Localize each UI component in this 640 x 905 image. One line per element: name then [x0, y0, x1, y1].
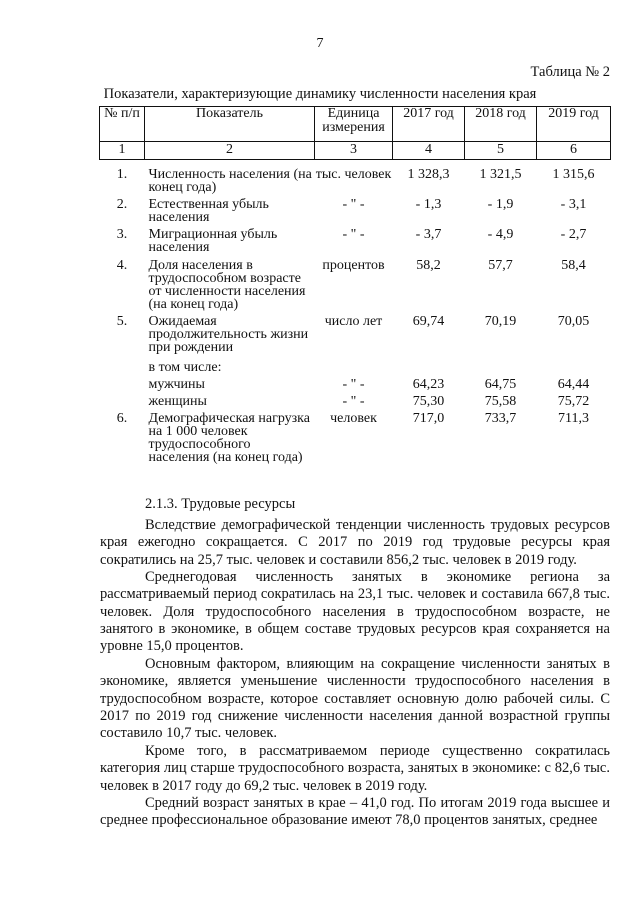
paragraph: Вследствие демографической тенденции численность трудовых ресурсов края ежегодно сокращается. С 2017 по 2019 год трудовые ресурсы края сократились на 25,7 тыс. человек и составили 856,2 тыс. человек в 2019 году. — [100, 517, 610, 568]
table-row — [100, 198, 611, 228]
value-2017: 69,74 — [412, 314, 445, 329]
row-number: 1. — [116, 167, 128, 182]
header-cell: 2018 год — [465, 107, 537, 142]
value-2017: - 3,7 — [415, 227, 442, 242]
header-cell: Показатель — [145, 107, 315, 142]
unit-of-measure: - " - — [342, 227, 365, 242]
table-row — [100, 361, 611, 378]
value-2017 — [393, 361, 465, 378]
table-caption: Показатели, характеризующие динамику численности населения края — [103, 86, 537, 102]
value-2018: 733,7 — [484, 411, 517, 426]
column-number: 6 — [537, 142, 611, 160]
value-2018: 64,75 — [484, 377, 517, 392]
unit-of-measure: - " - — [342, 377, 365, 392]
column-number: 3 — [315, 142, 393, 160]
value-2018: 75,58 — [484, 394, 517, 409]
unit-of-measure: - " - — [342, 197, 365, 212]
value-2017: 64,23 — [412, 377, 445, 392]
unit-of-measure: процентов — [322, 258, 385, 273]
indicator-name: Численность населения (на конец года) — [148, 167, 312, 195]
population-table — [99, 106, 611, 464]
row-number: 6. — [116, 411, 128, 426]
table-label: Таблица № 2 — [530, 64, 610, 80]
table-row — [100, 259, 611, 315]
value-2019: 711,3 — [558, 411, 589, 426]
unit-of-measure — [315, 361, 393, 378]
indicator-name: мужчины — [148, 377, 205, 392]
value-2019: 75,72 — [557, 394, 590, 409]
value-2017: 58,2 — [416, 258, 441, 273]
table-row — [100, 412, 611, 464]
value-2019: 70,05 — [557, 314, 590, 329]
paragraph: Средний возраст занятых в крае – 41,0 год. По итогам 2019 года высшее и среднее профессиональное образование имеют 78,0 процентов занятых, среднее — [100, 795, 610, 829]
indicator-name: Демографическая нагрузка на 1 000 человек трудоспособного населения (на конец года) — [148, 411, 310, 465]
row-number — [100, 395, 145, 412]
page-number: 7 — [316, 36, 324, 51]
value-2019 — [537, 361, 611, 378]
row-number: 5. — [116, 314, 128, 329]
unit-of-measure: человек — [330, 411, 377, 426]
value-2018 — [465, 361, 537, 378]
value-2017: 75,30 — [412, 394, 445, 409]
column-number-row — [100, 142, 611, 160]
unit-of-measure: число лет — [324, 314, 383, 329]
indicator-name: Ожидаемая продолжительность жизни при рождении — [148, 314, 309, 355]
table-row — [100, 315, 611, 361]
value-2018: - 1,9 — [487, 197, 514, 212]
indicator-name: Миграционная убыль населения — [148, 227, 278, 255]
value-2018: 57,7 — [488, 258, 513, 273]
paragraph: Среднегодовая численность занятых в экономике региона за рассматриваемый период сократилась на 23,1 тыс. человек и составила 667,8 тыс. человек. Доля трудоспособного населения в трудоспособном возрасте, не занятого в экономике, в общем составе трудовых ресурсов края сохраняется на уровне 15,0 процентов. — [100, 569, 610, 655]
value-2017: 1 328,3 — [407, 167, 450, 182]
value-2019: 58,4 — [561, 258, 586, 273]
value-2017: - 1,3 — [415, 197, 442, 212]
value-2019: - 3,1 — [560, 197, 587, 212]
unit-of-measure: - " - — [342, 394, 365, 409]
header-cell: № п/п — [100, 107, 145, 142]
value-2019: - 2,7 — [560, 227, 587, 242]
table-row — [100, 378, 611, 395]
value-2017: 717,0 — [412, 411, 445, 426]
unit-of-measure: тыс. человек — [315, 167, 392, 182]
table-row — [100, 168, 611, 198]
row-number — [100, 378, 145, 395]
column-number: 2 — [145, 142, 315, 160]
indicator-name: Естественная убыль населения — [148, 197, 269, 225]
table-row — [100, 395, 611, 412]
table-row — [100, 228, 611, 259]
header-cell: Единица измерения — [315, 107, 393, 142]
row-number: 4. — [116, 258, 128, 273]
value-2018: - 4,9 — [487, 227, 514, 242]
row-number: 3. — [116, 227, 128, 242]
column-number: 4 — [393, 142, 465, 160]
value-2018: 1 321,5 — [479, 167, 522, 182]
header-cell: 2019 год — [537, 107, 611, 142]
indicator-name: в том числе: — [148, 360, 222, 375]
column-number: 5 — [465, 142, 537, 160]
table-header-row — [100, 107, 611, 142]
row-number — [100, 361, 145, 378]
indicator-name: женщины — [148, 394, 207, 409]
header-cell: 2017 год — [393, 107, 465, 142]
row-number: 2. — [116, 197, 128, 212]
value-2019: 1 315,6 — [552, 167, 595, 182]
value-2018: 70,19 — [484, 314, 517, 329]
paragraph: Основным фактором, влияющим на сокращение численности занятых в экономике, является уменьшение численности трудоспособного населения в трудоспособном возрасте, которое составляет основную долю рабочей силы. С 2017 по 2019 год снижение численности населения данной возрастной группы составило 10,7 тыс. человек. — [100, 656, 610, 742]
indicator-name: Доля населения в трудоспособном возрасте от численности населения (на конец года) — [148, 258, 306, 312]
section-title: 2.1.3. Трудовые ресурсы — [145, 496, 296, 512]
value-2019: 64,44 — [557, 377, 590, 392]
column-number: 1 — [100, 142, 145, 160]
paragraph: Кроме того, в рассматриваемом периоде существенно сократилась категория лиц старше трудоспособного возраста, занятых в экономике: с 82,6 тыс. человек в 2017 году до 69,2 тыс. человек в 2019 году. — [100, 743, 610, 794]
